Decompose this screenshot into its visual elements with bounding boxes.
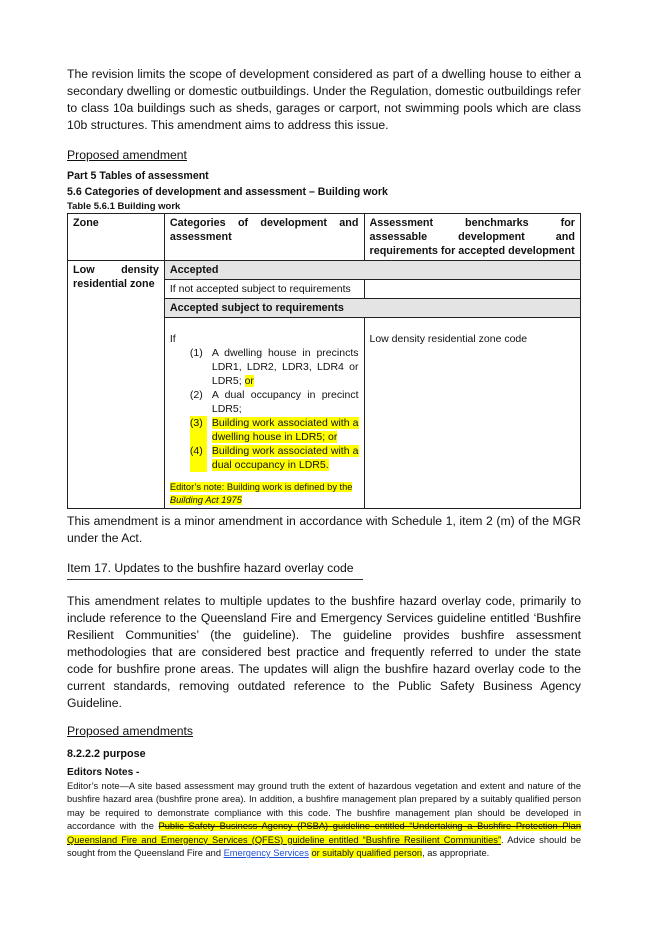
benchmark-cell: Low density residential zone code bbox=[364, 318, 581, 509]
editor-note: Editor’s note: Building work is defined by the Building Act 1975 bbox=[169, 482, 353, 505]
list-item: (4) Building work associated with a dual occupancy in LDR5. bbox=[189, 445, 359, 471]
not-subject-cell: If not accepted subject to requirements bbox=[164, 280, 364, 299]
proposed-amendments-heading: Proposed amendments bbox=[67, 724, 194, 738]
inserted-text-2: or suitably qualified person bbox=[311, 848, 423, 859]
if-word: If bbox=[169, 333, 176, 345]
minor-amendment-paragraph: This amendment is a minor amendment in accordance with Schedule 1, item 2 (m) of the MGR under the Act. bbox=[67, 514, 581, 545]
table-row-accepted bbox=[68, 261, 581, 280]
item17-heading: Item 17. Updates to the bushfire hazard overlay code bbox=[67, 561, 354, 575]
intro-paragraph: The revision limits the scope of development considered as part of a dwelling house to either a secondary dwelling or domestic outbuildings. Under the Regulation, domestic outbuildings refer to class 10a buildings such as sheds, garages or carport, not swimming pools which are class 10b structures. This amendment aims to address this issue. bbox=[67, 67, 581, 132]
part5-heading: Part 5 Tables of assessment bbox=[67, 170, 209, 182]
zone-cell: Low density residential zone bbox=[68, 261, 165, 509]
conditions-cell bbox=[164, 318, 364, 509]
heading-underline bbox=[67, 579, 363, 580]
header-zone: Zone bbox=[68, 214, 165, 261]
accepted-subject-label: Accepted subject to requirements bbox=[164, 299, 580, 318]
struck-text: Public Safety Business Agency (PSBA) guideline entitled “Undertaking a Bushfire Protection Plan bbox=[158, 821, 581, 832]
editors-note-text: Editor’s note—A site based assessment may ground truth the extent of hazardous vegetation and extent and nature of the bushfire hazard area (bushfire prone area). In addition, a bushfire management plan prepared by a suitably qualified person may be required to demonstrate compliance with this code. The bushfire management plan should be developed in accordance with the Public Safety Business Agency (PSBA) guideline entitled “Undertaking a Bushfire Protection Plan Queensland Fire and Emergency Services (QFES) guideline entitled “Bushfire Resilient Communities”. Advice should be sought from the Queensland Fire and Emergency Services or suitably qualified person, as appropriate. bbox=[67, 781, 581, 859]
table-header-row bbox=[68, 214, 581, 261]
item17-paragraph: This amendment relates to multiple updates to the bushfire hazard overlay code, primarily to include reference to the Queensland Fire and Emergency Services guideline entitled ‘Bushfire Resilient Communities’ (the guideline). The guideline provides bushfire assessment methodologies that are considered best practice and frequently referred to under the state code for bushfire prone areas. The updates will align the bushfire hazard overlay code to the current standards, removing outdated reference to the Public Safety Business Agency Guideline. bbox=[67, 594, 581, 710]
list-item: (3) Building work associated with a dwelling house in LDR5; or bbox=[189, 417, 359, 443]
editors-notes-heading: Editors Notes - bbox=[67, 767, 140, 778]
empty-benchmark-cell bbox=[364, 280, 581, 299]
purpose-heading: 8.2.2.2 purpose bbox=[67, 748, 146, 760]
accepted-label: Accepted bbox=[164, 261, 580, 280]
emergency-services-link[interactable]: Emergency Services bbox=[223, 848, 309, 859]
header-benchmarks: Assessment benchmarks for assessable development and requirements for accepted development bbox=[364, 214, 581, 261]
building-work-table bbox=[67, 213, 581, 509]
table-caption: Table 5.6.1 Building work bbox=[67, 201, 181, 212]
header-categories: Categories of development and assessment bbox=[164, 214, 364, 261]
list-item: (1) A dwelling house in precincts LDR1, LDR2, LDR3, LDR4 or LDR5; or bbox=[189, 347, 359, 387]
section56-heading: 5.6 Categories of development and assessment – Building work bbox=[67, 186, 388, 198]
inserted-text: Queensland Fire and Emergency Services (QFES) guideline entitled “Bushfire Resilient Communities” bbox=[67, 834, 502, 845]
proposed-amendment-heading: Proposed amendment bbox=[67, 148, 187, 162]
list-item: (2) A dual occupancy in precinct LDR5; bbox=[189, 389, 359, 415]
